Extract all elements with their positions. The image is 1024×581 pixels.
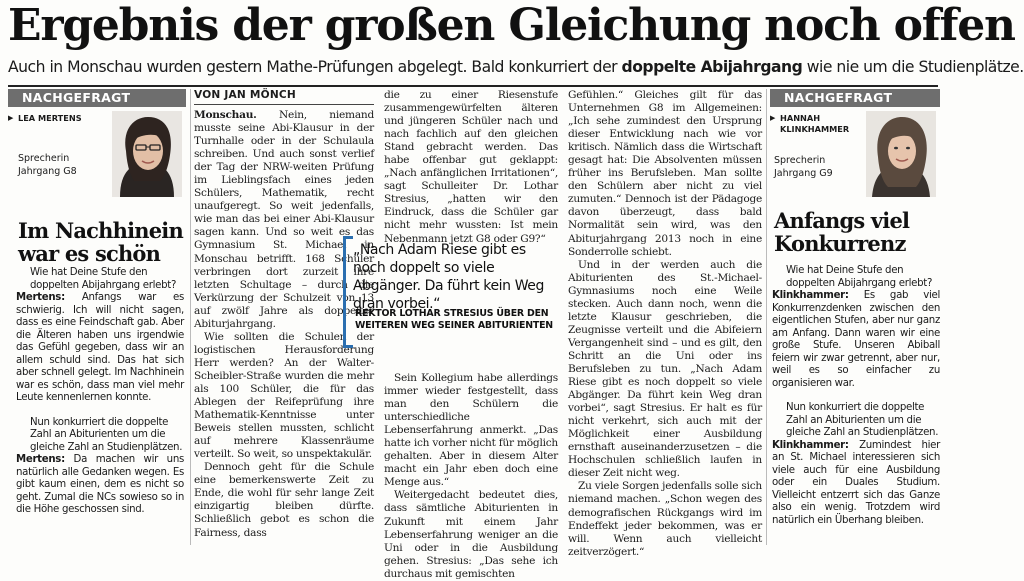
left-answer-2 (16, 454, 184, 517)
pull-quote (343, 236, 559, 348)
left-box-title: Im Nachhinein war es schön (18, 218, 183, 266)
left-answer-2-name: Mertens: (16, 454, 65, 465)
right-author-line2: KLINKHAMMER (780, 124, 850, 134)
left-question-2: Nun konkurriert die doppelte Zahl an Abiturienten um die gleiche Zahl an Studienplätzen. (30, 416, 183, 453)
pull-quote-source: REKTOR LOTHAR STRESIUS ÜBER DEN WEITEREN WEG SEINER ABITURIENTEN (355, 308, 553, 331)
subhead-part2: wie nie um die Studienplätze. (802, 58, 1024, 76)
column-divider-2 (766, 89, 767, 545)
left-role-line1: Sprecherin (18, 153, 70, 164)
left-question-1: Wie hat Deine Stufe den doppelten Abijahrgang erlebt? (30, 267, 177, 291)
article-column-3 (568, 89, 762, 558)
quote-bracket (343, 236, 353, 348)
left-answer-2-text: Da machen wir uns natürlich alle Gedanken wegen. Es gibt kaum einen, dem es nicht so geht. Zumal die NCs sowieso so in die Höhe geschossen sind. (16, 454, 184, 515)
column-divider-1 (190, 89, 191, 545)
right-answer-2-text: Zumindest hier an St. Michael interessieren sich viele auch für eine Ausbildung oder ein Duales Studium. Vielleicht entzerrt sich das Ganze also ein wenig. Trotzdem wird natürlich ein Überhang bleiben. (772, 439, 940, 526)
pull-quote-text: „Nach Adam Riese gibt es noch doppelt so viele Abgänger. Da führt kein Weg dran vorbei.“ (353, 242, 545, 312)
right-interview-box (770, 89, 940, 545)
right-role-line1: Sprecherin (774, 155, 826, 166)
portrait-lea-mertens (112, 111, 182, 197)
nachgefragt-tag-right: NACHGEFRAGT (770, 89, 940, 107)
article-paragraph: Und in der werden auch die Abiturienten des St.-Michael-Gymnasiums noch eine Weile stecken. Auch dann noch, wenn die letzte Klausur geschrieben, die Zeugnisse verteilt und die Abifeiern Vergangenheit sind – und es gilt, den Schritt an die Uni oder ins Berufsleben zu tun. „Nach Adam Riese gibt es noch doppelt so viele Abgänger. Da führt kein Weg dran vorbei“, sagt Stresius. Er halt es für nicht verkehrt, sich auch mit der Möglichkeit einer Ausbildung ernsthaft auseinanderzusetzen – die Hochschulen schließlich laufen in dieser Zeit nicht weg. (568, 258, 762, 480)
nachgefragt-tag-left: NACHGEFRAGT (8, 89, 186, 107)
left-answer-1-text: Anfangs war es schwierig. Ich will nicht sagen, dass es eine Feindschaft gab. Aber die Älteren haben uns irgendwie das Gefühl gegeben, dass wir an allem schuld sind. Das hat sich aber schnell gelegt. Im Nachhinein war es schön, dass man viel mehr Leute kennenlernen konnte. (16, 292, 184, 403)
left-answer-1-name: Mertens: (16, 292, 65, 303)
headline: Ergebnis der großen Gleichung noch offen (8, 0, 1015, 51)
byline: VON JAN MÖNCH (194, 89, 296, 101)
article-column-2-bottom (384, 372, 558, 580)
left-role (18, 153, 77, 178)
subhead-part1: Auch in Monschau wurden gestern Mathe-Prüfungen abgelegt. Bald konkurriert der (8, 58, 622, 76)
left-interview-box (8, 89, 186, 545)
right-answer-2 (772, 440, 940, 528)
subhead-bold: doppelte Abijahrgang (621, 58, 803, 76)
left-author: ▶ LEA MERTENS (8, 113, 186, 124)
right-role-line2: Jahrgang G9 (774, 167, 833, 179)
article-paragraph: Sein Kollegium habe allerdings immer wieder festgestellt, dass man den Schülern die unterschiedliche Lebenserfahrung anmerkt. „Das hatte ich vorher nicht für möglich gehalten. Aber in diesem Alter macht ein Jahr eben doch eine Menge aus.“ (384, 372, 558, 489)
article-paragraph: Dennoch geht für die Schule eine bemerkenswerte Zeit zu Ende, die wohl für sehr lange Zeit einzigartig bleiben dürfte. Schließlich gebot es schon die Fairness, dass (194, 461, 374, 539)
subheadline (8, 56, 1024, 78)
right-answer-1-name: Klinkhammer: (772, 290, 849, 301)
article-paragraph: Wie sollten die Schulen der logistischen Herausforderung Herr werden? An der Walter-Scheibler-Straße wurden die mehr als 100 Schüler, die für das Ablegen der Reifeprüfung ihre Mathematik-Kenntnisse unter Beweis stellen mussten, schlicht auf mehrere Klassenräume verteilt. So weit, so unspektakulär. (194, 330, 374, 461)
right-role (774, 155, 833, 180)
article-paragraph: die zu einer Riesenstufe zusammengewürfelten älteren und jüngeren Schüler nach und nach fachlich auf den gleichen Stand gebracht werden. Das habe offenbar gut geklappt: „Nach anfänglichen Irritationen“, sagt Schulleiter Dr. Lothar Stresius, „hatten wir den Eindruck, dass die Schüler gar nicht mehr wussten: Ist mein Nebenmann jetzt G8 oder G9?“ (384, 89, 558, 245)
right-answer-1 (772, 290, 940, 390)
article-paragraph: Weitergedacht bedeutet dies, dass sämtliche Abiturienten in Zukunft mit einem Jahr Lebenserfahrung weniger an die Uni oder in die Ausbildung gehen. Stresius: „Das sehe ich durchaus mit gemischten (384, 489, 558, 580)
article-paragraph: Zu viele Sorgen jedenfalls solle sich niemand machen. „Schon wegen des demografischen Rückgangs wird im Endeffekt jeder bekommen, was er will. Wenn auch vielleicht zeitverzögert.“ (568, 480, 762, 558)
dateline: Monschau. (194, 109, 257, 121)
left-role-line2: Jahrgang G8 (18, 165, 77, 177)
top-rule (8, 85, 938, 87)
right-question-1: Wie hat Deine Stufe den doppelten Abijahrgang erlebt? (786, 265, 933, 289)
portrait-hannah-klinkhammer (866, 111, 936, 197)
right-answer-2-name: Klinkhammer: (772, 439, 849, 451)
right-question-2: Nun konkurriert die doppelte Zahl an Abiturienten um die gleiche Zahl an Studienplätzen. (786, 402, 939, 438)
byline-rule (194, 104, 374, 105)
right-answer-1-text: Es gab viel Konkurrenzdenken zwischen den eigentlichen Stufen, aber nur ganz am Anfang. Dann waren wir eine große Stufe. Unseren Abiball feiern wir zwar getrennt, aber nur, weil es so einfacher zu organisieren war. (772, 290, 940, 389)
right-box-title: Anfangs viel Konkurrenz (774, 208, 910, 256)
left-answer-1 (16, 292, 184, 405)
article-column-2-top (384, 89, 558, 245)
lead-text: Nein, niemand musste seine Abi-Klausur in der Turnhalle oder in der Schulaula schreiben. Und auch sonst verlief der Tag der NRW-weiten Prüfung im Lieblingsfach eines jeden Schülers, Mathematik, recht unaufgeregt. So weit jedenfalls, wie man das bei einer Abi-Klausur sagen kann. Und so weit es das Gymnasium St. Michael in Monschau betrifft. 168 Schüler verbringen dort zurzeit ihre letzten Schultage – durch die Verkürzung der Schulzeit von 13 auf zwölf Jahre als doppelter Abiturjahrgang. (194, 109, 374, 330)
article-paragraph: Gefühlen.“ Gleiches gilt für das Unternehmen G8 im Allgemeinen: „Ich sehe zumindest den Ursprung dieser Entwicklung nach wie vor kritisch. Nämlich dass die Wirtschaft gesagt hat: Die Absolventen müssen früher ins Berufsleben. Man sollte den Schülern aber nicht zu viel zumuten.“ Dennoch ist der Pädagoge davon überzeugt, dass bald Normalität sein wird, was den Abiturjahrgang 2013 noch in eine Sonderrolle schiebt. (568, 89, 762, 258)
right-qa (772, 265, 940, 527)
right-author-line1: ▶ HANNAH (780, 113, 821, 123)
left-qa (16, 267, 184, 517)
